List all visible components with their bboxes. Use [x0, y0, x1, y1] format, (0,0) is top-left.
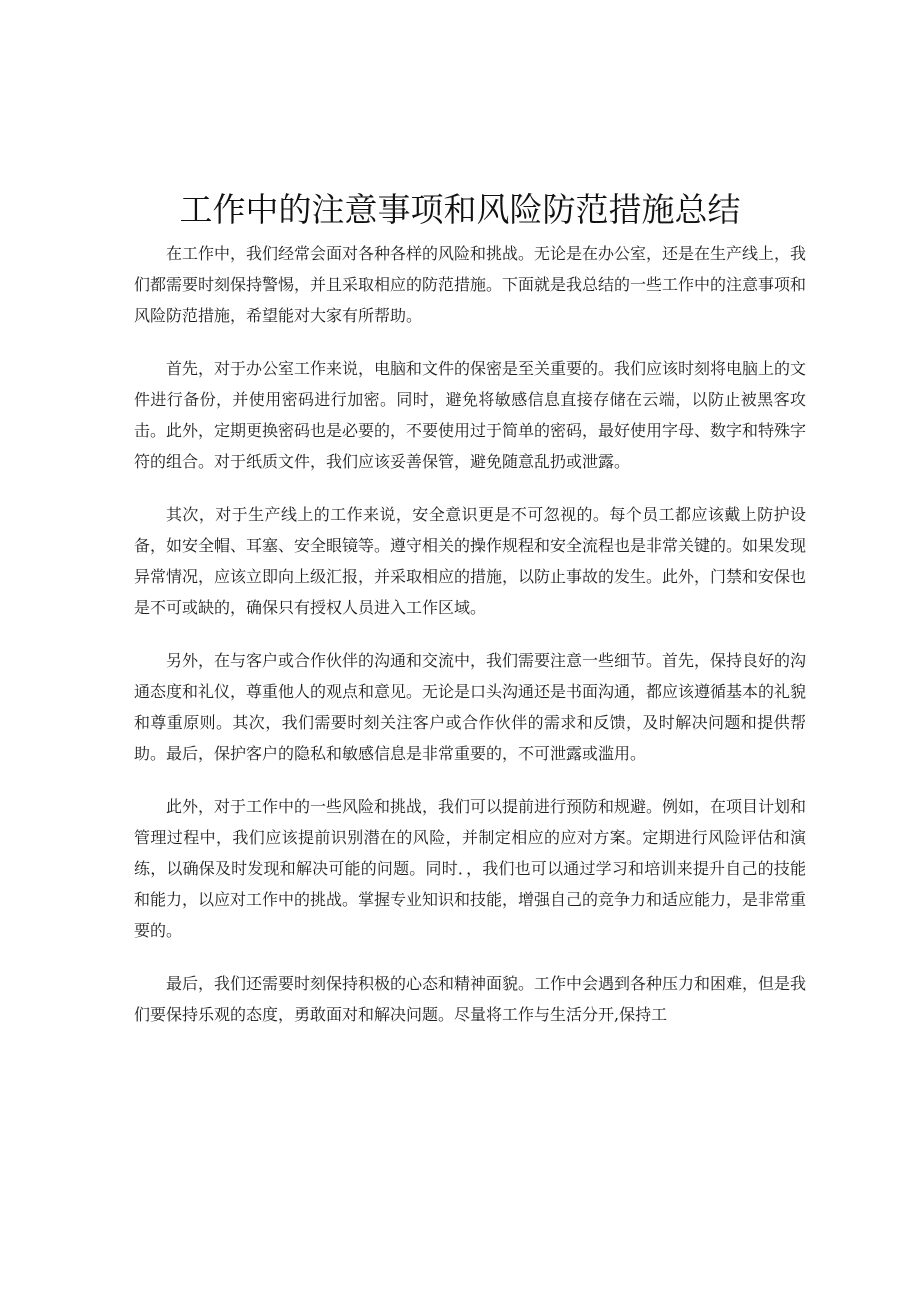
paragraph-mindset: 最后，我们还需要时刻保持积极的心态和精神面貌。工作中会遇到各种压力和困难，但是我们要保持乐观的态度，勇敢面对和解决问题。尽量将工作与生活分开,保持工 — [134, 974, 807, 1024]
paragraph-intro: 在工作中，我们经常会面对各种各样的风险和挑战。无论是在办公室，还是在生产线上，我们都需要时刻保持警惕，并且采取相应的防范措施。下面就是我总结的一些工作中的注意事项和风险防范措施，希望能对大家有所帮助。 — [134, 244, 807, 325]
paragraph-production-safety: 其次，对于生产线上的工作来说，安全意识更是不可忽视的。每个员工都应该戴上防护设备，如安全帽、耳塞、安全眼镜等。遵守相关的操作规程和安全流程也是非常关键的。如果发现异常情况，应该立即向上级汇报，并采取相应的措施，以防止事故的发生。此外，门禁和安保也是不可或缺的，确保只有授权人员进入工作区域。 — [134, 505, 807, 617]
paragraph-risk-prevention: 此外，对于工作中的一些风险和挑战，我们可以提前进行预防和规避。例如，在项目计划和管理过程中，我们应该提前识别潜在的风险，并制定相应的应对方案。定期进行风险评估和演练，以确保及时发现和解决可能的问题。同时．，我们也可以通过学习和培训来提升自己的技能和能力，以应对工作中的挑战。掌握专业知识和技能，增强自己的竞争力和适应能力，是非常重要的。 — [134, 797, 807, 940]
paragraph-office-security: 首先，对于办公室工作来说，电脑和文件的保密是至关重要的。我们应该时刻将电脑上的文件进行备份，并使用密码进行加密。同时，避免将敏感信息直接存储在云端，以防止被黑客攻击。此外，定期更换密码也是必要的，不要使用过于简单的密码，最好使用字母、数字和特殊字符的组合。对于纸质文件，我们应该妥善保管，避免随意乱扔或泄露。 — [134, 359, 807, 471]
document-title: 工作中的注意事项和风险防范措施总结 — [179, 190, 741, 230]
document-body — [134, 238, 806, 1052]
paragraph-communication: 另外，在与客户或合作伙伴的沟通和交流中，我们需要注意一些细节。首先，保持良好的沟通态度和礼仪，尊重他人的观点和意见。无论是口头沟通还是书面沟通，都应该遵循基本的礼貌和尊重原则。其次，我们需要时刻关注客户或合作伙伴的需求和反馈，及时解决问题和提供帮助。最后，保护客户的隐私和敏感信息是非常重要的，不可泄露或滥用。 — [134, 651, 807, 763]
